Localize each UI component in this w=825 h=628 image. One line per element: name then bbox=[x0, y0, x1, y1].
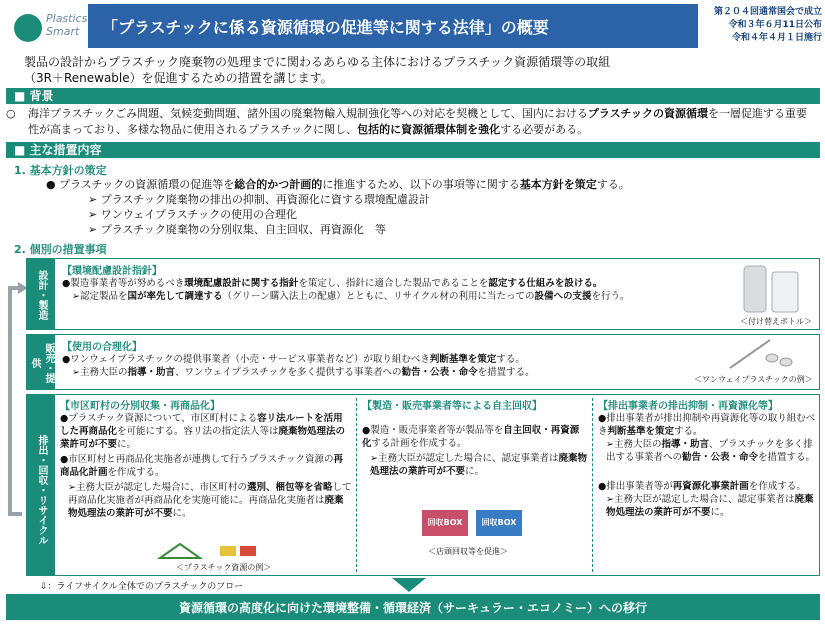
individual-measures-title: 2. 個別の措置事項 bbox=[14, 243, 107, 256]
sales-label: 販売・提供 bbox=[27, 335, 55, 389]
design-subhead: 【環境配慮設計指針】 bbox=[62, 266, 162, 277]
sales-line2: ➢主務大臣の指導・助言、ワンウェイプラスチックを多く提供する事業者への勧告・公表・命令を措置する。 bbox=[72, 367, 535, 378]
emitter-column: 【排出事業者の排出抑制・再資源化等】 ●排出事業者が排出抑制や再資源化等の取り組むべき判断基準を策定する。 ➢主務大臣の指導・助言、プラスチックを多く排出する事業者への勧告・公表・命令を措置する。 ●排出事業者等が再資源化事業計画を作成する。 ➢主務大臣が認定した場合に、認定事業者は廃棄物処理法の業許可が不要に。 bbox=[598, 397, 816, 519]
voluntary-collection-column: 【製造・販売事業者等による自主回収】 ●製造・販売事業者等が製品等を自主回収・再資源化する計画を作成する。 ➢主務大臣が認定した場合に、認定事業者は廃棄物処理法の業許可が不要に。 bbox=[362, 397, 588, 478]
down-arrow-icon bbox=[392, 578, 426, 592]
municipal-caption: ＜プラスチック資源の例＞ bbox=[176, 563, 272, 572]
design-content bbox=[62, 262, 732, 303]
design-caption: ＜付け替えボトル＞ bbox=[740, 317, 812, 326]
collection-box-image: 回収BOX bbox=[422, 510, 468, 536]
municipal-subhead: 【市区町村の分別収集・再商品化】 bbox=[60, 401, 220, 412]
background-text: ○ 海洋プラスチックごみ問題、気候変動問題、諸外国の廃棄物輸入規制強化等への対応を契機として、国内におけるプラスチックの資源循環を一層促進する重要性が高まっており、多様な物品に使用されるプラスチックに関し、包括的に資源循環体制を強化する必要がある。 bbox=[6, 107, 808, 136]
voluntary-caption: ＜店頭回収等を促進＞ bbox=[428, 547, 508, 556]
design-label: 設計・製造 bbox=[27, 259, 55, 329]
measures-heading: ■ 主な措置内容 bbox=[6, 142, 820, 158]
policy-title: 1. 基本方針の策定 bbox=[14, 164, 107, 177]
plastics-smart-logo bbox=[6, 4, 86, 46]
policy-items bbox=[88, 192, 430, 237]
design-line2: ➢認定製品を国が率先して調達する（グリーン購入法上の配慮）とともに、リサイクル材の利用に当たっての設備への支援を行う。 bbox=[72, 291, 630, 302]
footer-banner: 資源循環の高度化に向けた環境整備・循環経済（サーキュラー・エコノミー）への移行 bbox=[6, 594, 820, 620]
refill-bottle-image bbox=[738, 262, 804, 314]
design-line1: ●製造事業者等が努めるべき環境配慮設計に関する指針を策定し、指針に適合した製品であることを認定する仕組みを設ける。 bbox=[62, 278, 603, 289]
logo-globe-icon bbox=[14, 14, 42, 42]
logo-text: Plastics Smart bbox=[46, 12, 88, 38]
voluntary-subhead: 【製造・販売事業者等による自主回収】 bbox=[362, 401, 542, 412]
sales-subhead: 【使用の合理化】 bbox=[62, 342, 142, 353]
column-divider bbox=[356, 398, 357, 572]
discharge-label: 排出・回収・リサイクル bbox=[27, 395, 55, 575]
sales-caption: ＜ワンウェイプラスチックの例＞ bbox=[694, 375, 813, 384]
header bbox=[0, 0, 825, 50]
flow-note: ⇩：ライフサイクル全体でのプラスチックのフロー bbox=[40, 582, 244, 592]
intro-text: 製品の設計からプラスチック廃棄物の処理までに関わるあらゆる主体におけるプラスチック資源循環等の取組 （3R＋Renewable）を促進するための措置を講じます。 bbox=[24, 55, 611, 85]
sales-content bbox=[62, 338, 702, 379]
policy-item: ➢ ワンウェイプラスチックの使用の合理化 bbox=[88, 208, 298, 221]
background-heading: ■ 背景 bbox=[6, 88, 820, 104]
sales-line1: ●ワンウェイプラスチックの提供事業者（小売・サービス事業者など）が取り組むべき判断基準を策定する。 bbox=[62, 354, 525, 365]
collection-box-image: 回収BOX bbox=[476, 510, 522, 536]
plastic-resources-image bbox=[150, 540, 290, 560]
cutlery-image bbox=[720, 336, 800, 372]
enactment-dates: 第２０４回通常国会で成立 令和３年６月11日公布 令和４年４月１日施行 bbox=[713, 7, 822, 43]
emitter-subhead: 【排出事業者の排出抑制・再資源化等】 bbox=[598, 401, 778, 412]
circle-bullet: ○ bbox=[6, 107, 16, 120]
policy-item: ➢ プラスチック廃棄物の分別収集、自主回収、再資源化 等 bbox=[88, 223, 386, 236]
policy-lead: ● プラスチックの資源循環の促進等を総合的かつ計画的に推進するため、以下の事項等に関する基本方針を策定する。 bbox=[46, 178, 630, 191]
municipal-column: 【市区町村の分別収集・再商品化】 ●プラスチック資源について、市区町村による容リ法ルートを活用した再商品化を可能にする。容リ法の指定法人等は廃棄物処理法の業許可が不要に。 ●市区町村と再商品化実施者が連携して行うプラスチック資源の再商品化計画を作成する。 ➢主務大臣が認定した場合に、市区町村の選別、梱包等を省略して再商品化実施者が再商品化を実施可能に。再商品化実施者は廃棄物処理法の業許可が不要に。 bbox=[60, 397, 352, 520]
column-divider bbox=[592, 398, 593, 572]
page-title: 「プラスチックに係る資源循環の促進等に関する法律」の概要 bbox=[88, 4, 698, 48]
policy-item: ➢ プラスチック廃棄物の排出の抑制、再資源化に資する環境配慮設計 bbox=[88, 193, 430, 206]
